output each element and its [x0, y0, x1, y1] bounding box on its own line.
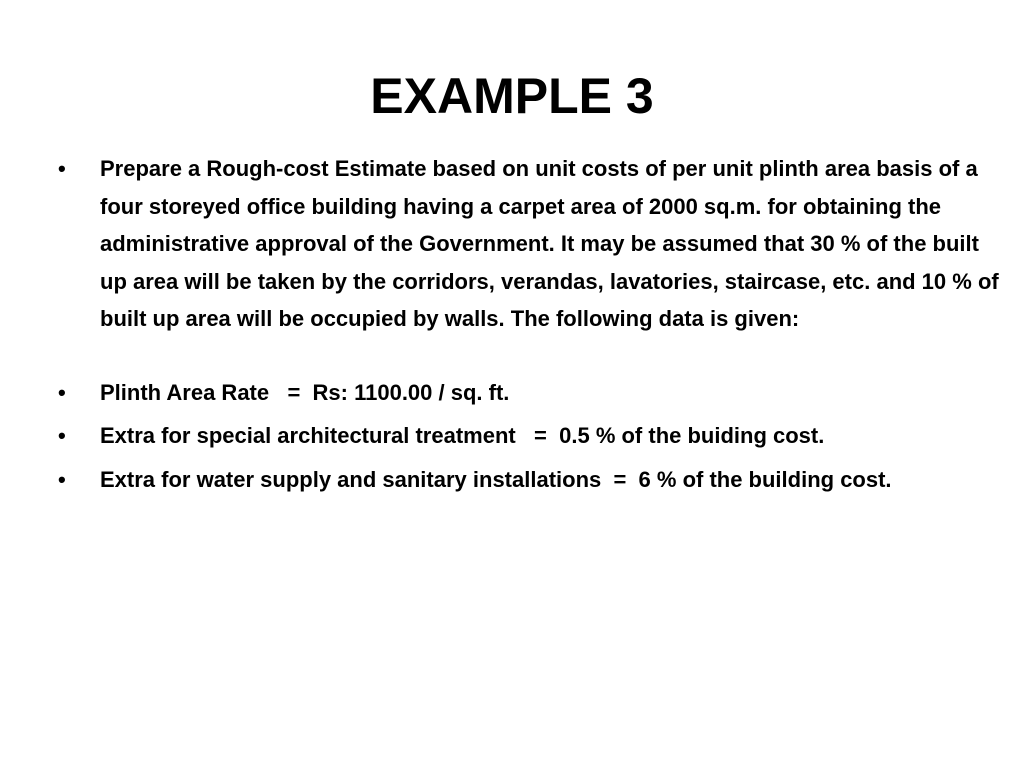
- bullet-text: Prepare a Rough-cost Estimate based on unit costs of per unit plinth area basis of a four storeyed office building having a carpet area of 2000 sq.m. for obtaining the administrative approval of the Government. It may be assumed that 30 % of the built up area will be taken by the corridors, verandas, lavatories, staircase, etc. and 10 % of built up area will be occupied by walls. The following data is given:: [100, 156, 999, 331]
- bullet-text: Extra for special architectural treatment = 0.5 % of the buiding cost.: [100, 423, 825, 448]
- bullet-plinth-area-rate: [58, 374, 1008, 412]
- bullet-text: Plinth Area Rate = Rs: 1100.00 / sq. ft.: [100, 379, 510, 405]
- bullet-architectural-treatment: [58, 417, 1008, 455]
- bullet-text: Extra for water supply and sanitary installations = 6 % of the building cost.: [100, 466, 892, 492]
- bullet-problem-statement: [58, 150, 1008, 338]
- bullet-icon: •: [58, 423, 66, 448]
- slide-title: EXAMPLE 3: [370, 68, 654, 124]
- bullet-icon: •: [58, 156, 66, 181]
- bullet-icon: •: [58, 379, 66, 405]
- bullet-water-supply: [58, 461, 1008, 499]
- bullet-icon: •: [58, 466, 66, 492]
- bullet-list: [58, 150, 1008, 498]
